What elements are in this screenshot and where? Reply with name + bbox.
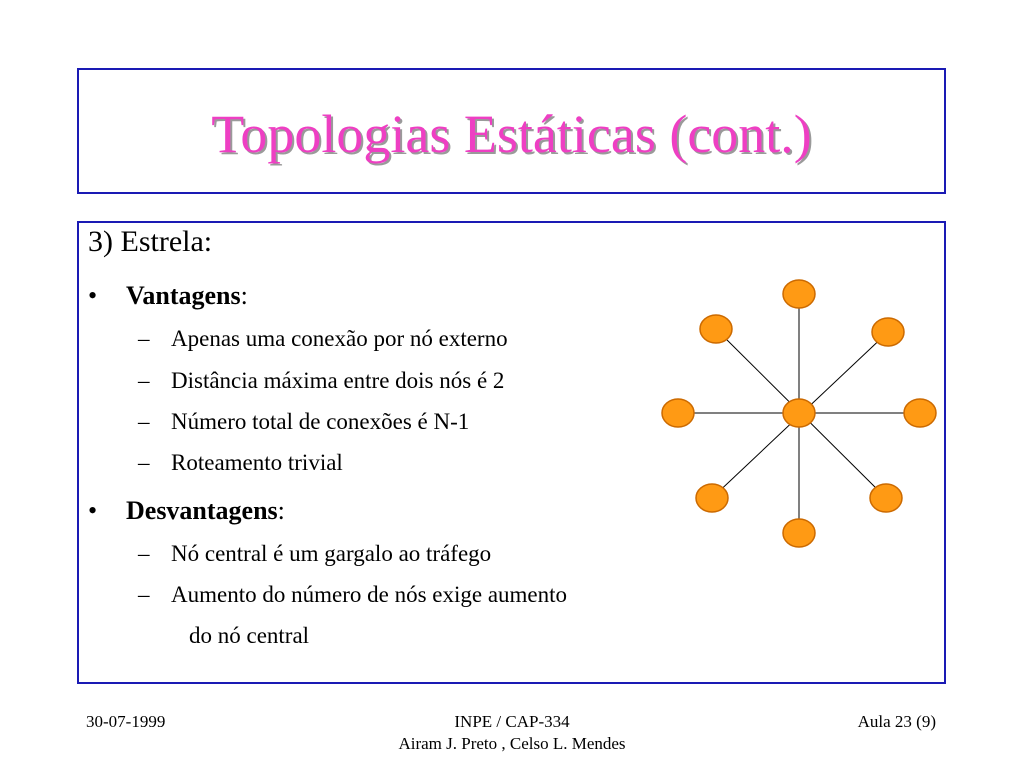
footer-authors: Airam J. Preto , Celso L. Mendes: [398, 734, 626, 753]
bullet-label: Vantagens:: [126, 281, 248, 310]
node-left: [662, 399, 694, 427]
section-heading: 3) Estrela:: [88, 225, 213, 258]
footer-lesson: Aula 23 (9): [857, 712, 936, 731]
disadvantages-label: Desvantagens: [126, 496, 278, 525]
list-item-continuation: do nó central: [189, 623, 310, 648]
slide-title: Topologias Estáticas (cont.): [211, 104, 812, 164]
node-bottom-left: [696, 484, 728, 512]
bullet-marker: •: [88, 496, 98, 525]
node-right: [904, 399, 936, 427]
footer-date: 30-07-1999: [86, 712, 166, 731]
node-top-right: [872, 318, 904, 346]
node-bottom: [783, 519, 815, 547]
bullet-marker: •: [88, 281, 98, 310]
node-center: [783, 399, 815, 427]
node-bottom-right: [870, 484, 902, 512]
advantages-label: Vantagens: [126, 281, 241, 310]
bullet-label: Desvantagens:: [126, 496, 285, 525]
footer-course: INPE / CAP-334: [454, 712, 570, 731]
node-top-left: [700, 315, 732, 343]
node-top: [783, 280, 815, 308]
